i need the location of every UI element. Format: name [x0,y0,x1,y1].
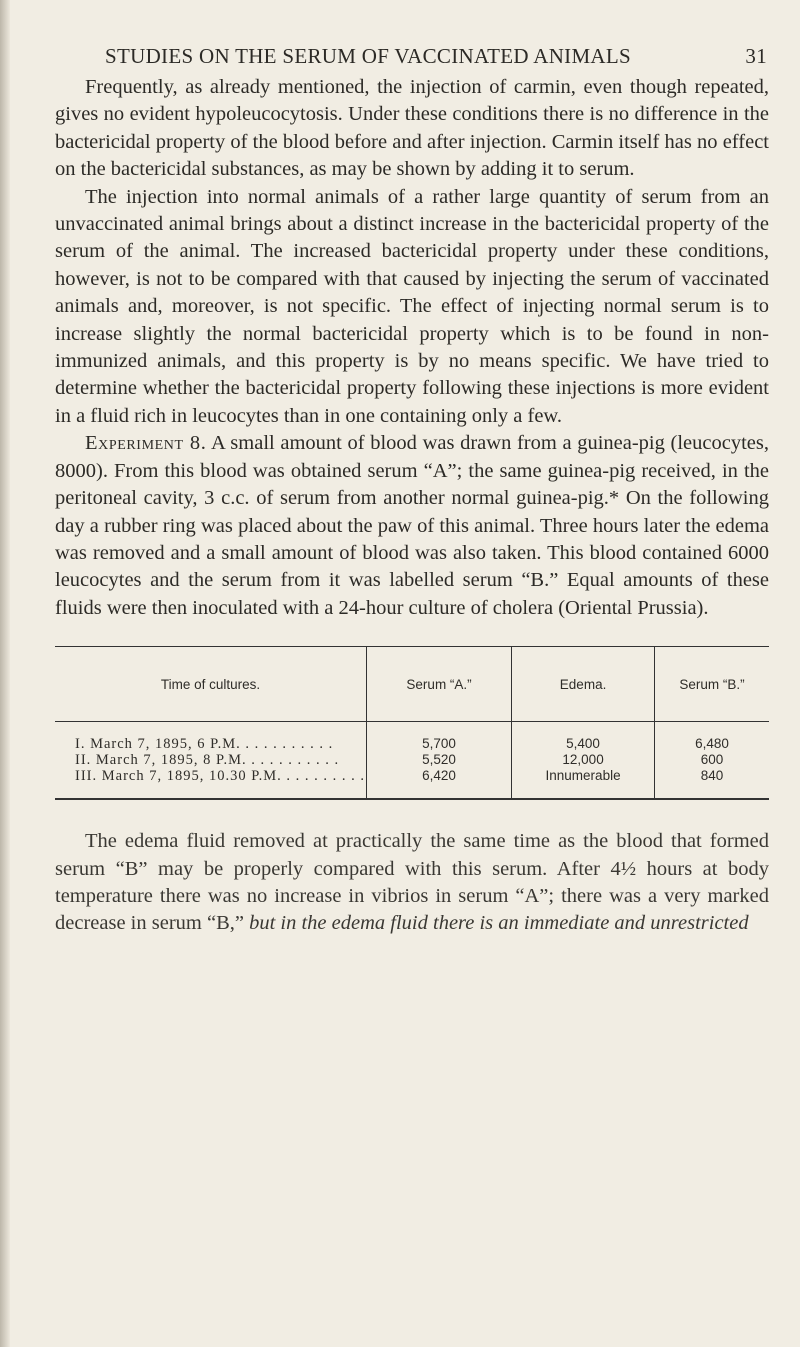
experiment-heading: Experiment 8. [85,432,207,455]
serum-a-row-3: 6,420 [422,768,456,784]
table-header-row [55,647,769,722]
edema-row-2: 12,000 [562,752,604,768]
time-row-3: III. March 7, 1895, 10.30 P.M. . . . . . . . . . [75,768,366,785]
results-table [55,646,769,800]
col-header-serum-a: Serum “A.” [367,647,512,722]
col-header-time: Time of cultures. [55,647,367,722]
edema-column [512,722,655,800]
serum-b-row-3: 840 [700,768,724,784]
paragraph-1: Frequently, as already mentioned, the injection of carmin, even though repeated, gives no evident hypoleucocytosis. Under these conditions there is no difference in the bactericidal property of the blood before and after injection. Carmin itself has no effect on the bactericidal substances, as may be shown by adding it to serum. [55,76,769,181]
paragraph-4-italic: but in the edema fluid there is an immediate and unrestricted [249,912,749,935]
serum-b-row-2: 600 [700,752,724,768]
time-row-1: I. March 7, 1895, 6 P.M. . . . . . . . . . . [75,736,334,753]
running-head-title: STUDIES ON THE SERUM OF VACCINATED ANIMALS [105,44,631,68]
page-edge-shadow [0,0,10,1347]
paragraph-2: The injection into normal animals of a rather large quantity of serum from an unvaccinated animal brings about a distinct increase in the bactericidal property of the serum of the animal. The increased bactericidal property under these conditions, however, is not to be compared with that caused by injecting the serum of vaccinated animals and, moreover, is not specific. The effect of injecting normal serum is to increase slightly the normal bactericidal property which is to be found in non-immunized animals, and this property is by no means specific. We have tried to determine whether the bactericidal property following these injections is more evident in a fluid rich in leucocytes than in one containing only a few. [55,185,769,427]
serum-a-column [367,722,512,800]
edema-row-3: Innumerable [545,768,621,784]
serum-a-row-2: 5,520 [422,752,456,768]
paragraph-4-text: The edema fluid removed at practically the same time as the blood that formed serum “B” may be properly compared with this serum. After 4½ hours at body temperature there was no increase in vibrios in serum “A”; there was a very marked decrease in serum “B,” [55,830,769,935]
paragraph-experiment-8 [55,430,769,622]
running-head [55,40,769,74]
col-header-serum-b: Serum “B.” [655,647,769,722]
book-page [55,40,769,938]
table-body-row [55,722,769,800]
page-number: 31 [745,44,767,68]
paragraph-4 [55,828,769,938]
edema-row-1: 5,400 [566,736,600,752]
experiment-text: A small amount of blood was drawn from a guinea-pig (leucocytes, 8000). From this blood was obtained serum “A”; the same guinea-pig received, in the peritoneal cavity, 3 c.c. of serum from another normal guinea-pig.* On the following day a rubber ring was placed about the paw of this animal. Three hours later the edema was removed and a small amount of blood was also taken. This blood contained 6000 leucocytes and the serum from it was labelled serum “B.” Equal amounts of these fluids were then inoculated with a 24-hour culture of cholera (Oriental Prussia). [55,432,769,619]
col-header-edema: Edema. [512,647,655,722]
time-row-2: II. March 7, 1895, 8 P.M. . . . . . . . . . . [75,752,340,769]
serum-b-row-1: 6,480 [695,736,729,752]
time-column [55,722,367,800]
serum-b-column [655,722,769,800]
serum-a-row-1: 5,700 [422,736,456,752]
